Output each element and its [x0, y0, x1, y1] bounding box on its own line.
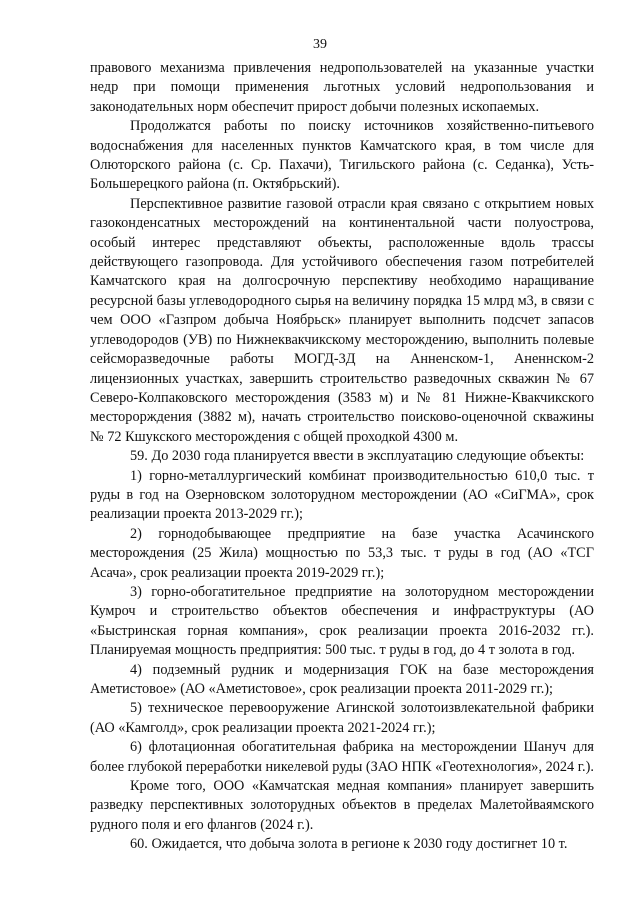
paragraph-item-60: 60. Ожидается, что добыча золота в регионе к 2030 году достигнет 10 т.: [130, 836, 568, 853]
paragraph-copper-company: Кроме того, ООО «Камчатская медная компания» планирует завершить разведку перспективных золоторудных объектов в пределах Малетойваямского рудного поля и его флангов (2024 г.).: [90, 778, 594, 833]
paragraph-continuation: правового механизма привлечения недропользователей на указанные участки недр при помощи применения льготных условий недропользования и законодательных норм обеспечит прирост добычи полезных ископаемых.: [90, 60, 594, 115]
document-body: [90, 59, 594, 855]
list-item-6: 6) флотационная обогатительная фабрика на месторождении Шануч для более глубокой переработки никелевой руды (ЗАО НПК «Геотехнология», 2024 г.).: [90, 739, 594, 775]
paragraph-water-supply: Продолжатся работы по поиску источников хозяйственно-питьевого водоснабжения для населенных пунктов Камчатского края, в том числе для Олюторского района (с. Ср. Пахачи), Тигильского района (с. Седанка), Усть-Большерецкого района (п. Октябрьский).: [90, 118, 594, 193]
list-item-4: 4) подземный рудник и модернизация ГОК на базе месторождения Аметистовое» (АО «Аметистовое», срок реализации проекта 2011-2029 гг.);: [90, 661, 594, 697]
list-item-1: 1) горно-металлургический комбинат производительностью 610,0 тыс. т руды в год на Озерновском золоторудном месторождении (АО «СиГМА», срок реализации проекта 2013-2029 гг.);: [90, 467, 594, 523]
paragraph-gas-industry: Перспективное развитие газовой отрасли края связано с открытием новых газоконденсатных месторождений на континентальной части полуострова, особый интерес представляют объекты, расположенные вдоль трассы действующего газопровода. Для устойчивого обеспечения газом потребителей Камчатского края на долгосрочную перспективу необходимо наращивание ресурсной базы углеводородного сырья на величину порядка 15 млрд м3, в связи с чем ООО «Газпром добыча Ноябрьск» планирует выполнить подсчет запасов углеводородов (УВ) по Нижнеквакчикскому месторождению, выполнить полевые сейсморазведочные работы МОГД-3Д на Анненском-1, Аненнском-2 лицензионных участках, завершить строительство разведочных скважин № 67 Северо-Колпаковского месторождения (3583 м) и № 81 Нижне-Квакчикского месторорждения (3882 м), начать строительство поисково-оценочной скважины № 72 Кшукского месторождения с общей проходкой 4300 м.: [90, 195, 594, 445]
paragraph-item-59: 59. До 2030 года планируется ввести в эксплуатацию следующие объекты:: [130, 448, 585, 465]
list-item-3: 3) горно-обогатительное предприятие на золоторудном месторождении Кумроч и строительство объектов обеспечения и инфраструктуры (АО «Быстринская горная компания», срок реализации проекта 2016-2032 гг.). Планируемая мощность предприятия: 500 тыс. т руды в год, до 4 т золота в год.: [90, 583, 594, 659]
list-item-2: 2) горнодобывающее предприятие на базе участка Асачинского месторождения (25 Жила) мощностью по 53,3 тыс. т руды в год (АО «ТСГ Асача», срок реализации проекта 2019-2029 гг.);: [90, 525, 594, 581]
page-number: 39: [313, 37, 327, 52]
list-item-5: 5) техническое перевооружение Агинской золотоизвлекательной фабрики (АО «Камголд», срок реализации проекта 2021-2024 гг.);: [90, 700, 594, 736]
